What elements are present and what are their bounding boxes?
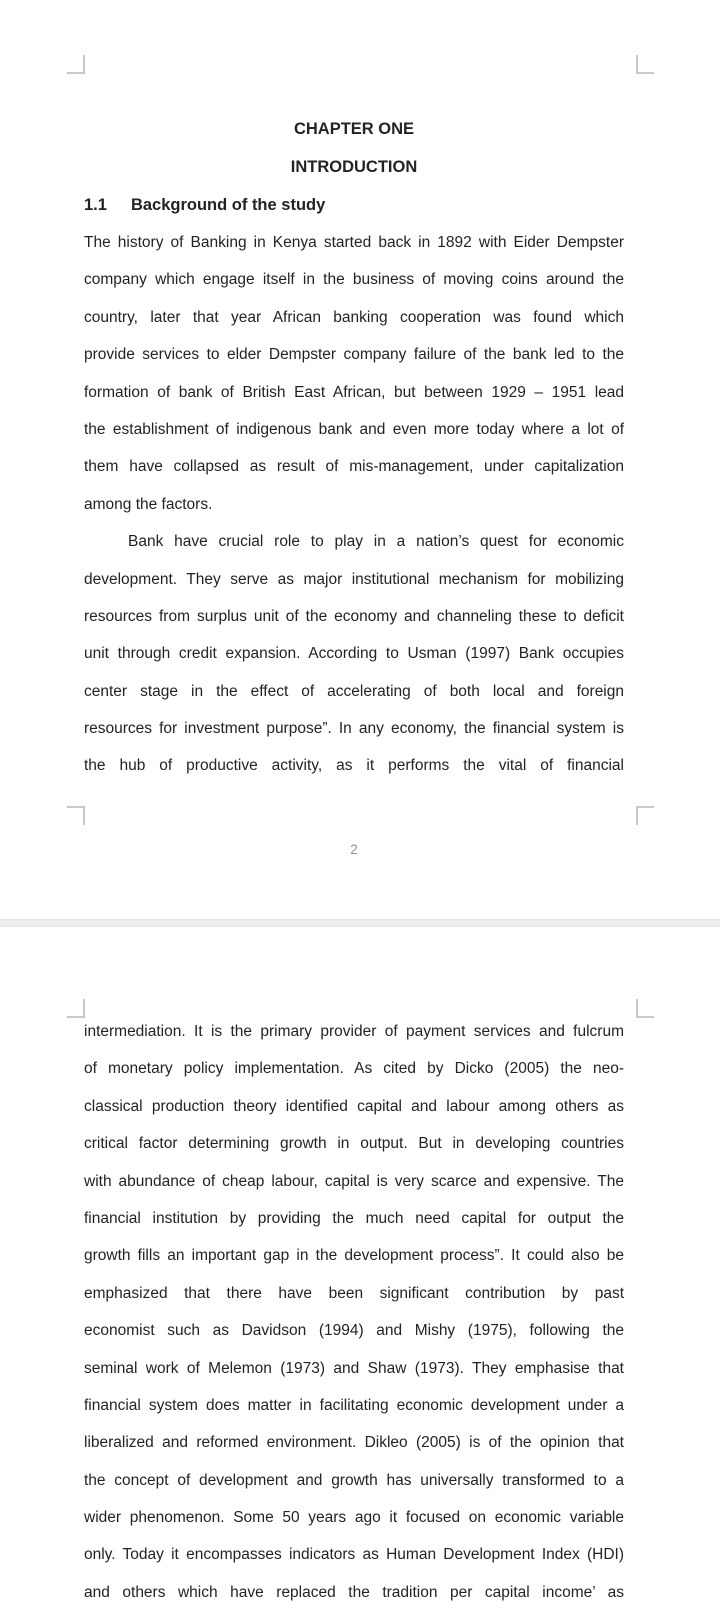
text-line: intermediation. It is the primary provider of payment services and fulcrum: [84, 1023, 624, 1040]
paragraph-1: [84, 224, 624, 523]
text-line: with abundance of cheap labour, capital is very scarce and expensive. The: [84, 1172, 624, 1190]
text-line: economist such as Davidson (1994) and Mishy (1975), following the: [84, 1322, 624, 1340]
subsection-heading: [84, 195, 624, 215]
text-boundary-mark-top-right: [636, 999, 654, 1018]
text-line: the concept of development and growth has universally transformed to a: [84, 1471, 624, 1489]
text-line: liberalized and reformed environment. Dikleo (2005) is of the opinion that: [84, 1434, 624, 1452]
page2-body-text: [84, 1013, 624, 1611]
text-boundary-mark-bottom-right: [636, 806, 654, 825]
text-line: formation of bank of British East African, but between 1929 – 1951 lead: [84, 383, 624, 401]
text-line: the establishment of indigenous bank and even more today where a lot of: [84, 420, 624, 438]
text-line: country, later that year African banking cooperation was found which: [84, 308, 624, 326]
text-line: resources for investment purpose”. In any economy, the financial system is: [84, 720, 624, 738]
text-line: critical factor determining growth in output. But in developing countries: [84, 1135, 624, 1153]
text-line: among the factors.: [84, 495, 213, 513]
text-boundary-mark-top-left: [67, 999, 85, 1018]
text-line: the hub of productive activity, as it performs the vital of financial: [84, 757, 624, 775]
text-line: wider phenomenon. Some 50 years ago it focused on economic variable: [84, 1509, 624, 1527]
text-line: seminal work of Melemon (1973) and Shaw (1973). They emphasise that: [84, 1359, 624, 1377]
paragraph-2-continued: [84, 1013, 624, 1611]
text-line: development. They serve as major institutional mechanism for mobilizing: [84, 570, 624, 588]
text-line: center stage in the effect of accelerating of both local and foreign: [84, 682, 624, 700]
page-number: 2: [350, 842, 358, 857]
text-line: financial system does matter in facilitating economic development under a: [84, 1396, 624, 1414]
text-line: classical production theory identified capital and labour among others as: [84, 1097, 624, 1115]
text-line: only. Today it encompasses indicators as Human Development Index (HDI): [84, 1546, 624, 1564]
chapter-heading: CHAPTER ONE: [293, 120, 415, 138]
text-line: unit through credit expansion. According to Usman (1997) Bank occupies: [84, 645, 624, 663]
paragraph-2: [84, 523, 624, 785]
text-boundary-mark-top-left: [67, 55, 85, 74]
text-line: of monetary policy implementation. As cited by Dicko (2005) the neo-: [84, 1060, 624, 1078]
subsection-title: Background of the study: [130, 196, 326, 214]
text-line: provide services to elder Dempster company failure of the bank led to the: [84, 346, 624, 364]
text-line: The history of Banking in Kenya started back in 1892 with Eider Dempster: [84, 234, 624, 251]
text-line: financial institution by providing the much need capital for output the: [84, 1209, 624, 1227]
text-line: them have collapsed as result of mis-management, under capitalization: [84, 458, 624, 476]
subsection-number: 1.1: [84, 196, 107, 214]
text-line: growth fills an important gap in the development process”. It could also be: [84, 1247, 624, 1265]
document-page-2[interactable]: [0, 927, 720, 1600]
text-line: emphasized that there have been significant contribution by past: [84, 1284, 624, 1302]
text-line: company which engage itself in the business of moving coins around the: [84, 271, 624, 289]
text-line: resources from surplus unit of the economy and channeling these to deficit: [84, 607, 624, 625]
page1-body-text: [84, 224, 624, 785]
text-boundary-mark-top-right: [636, 55, 654, 74]
text-line: and others which have replaced the tradition per capital income’ as: [84, 1583, 624, 1601]
text-line: Bank have crucial role to play in a nation’s quest for economic: [128, 533, 624, 551]
text-boundary-mark-bottom-left: [67, 806, 85, 825]
section-heading: INTRODUCTION: [290, 158, 418, 176]
page-gap: [0, 919, 720, 927]
